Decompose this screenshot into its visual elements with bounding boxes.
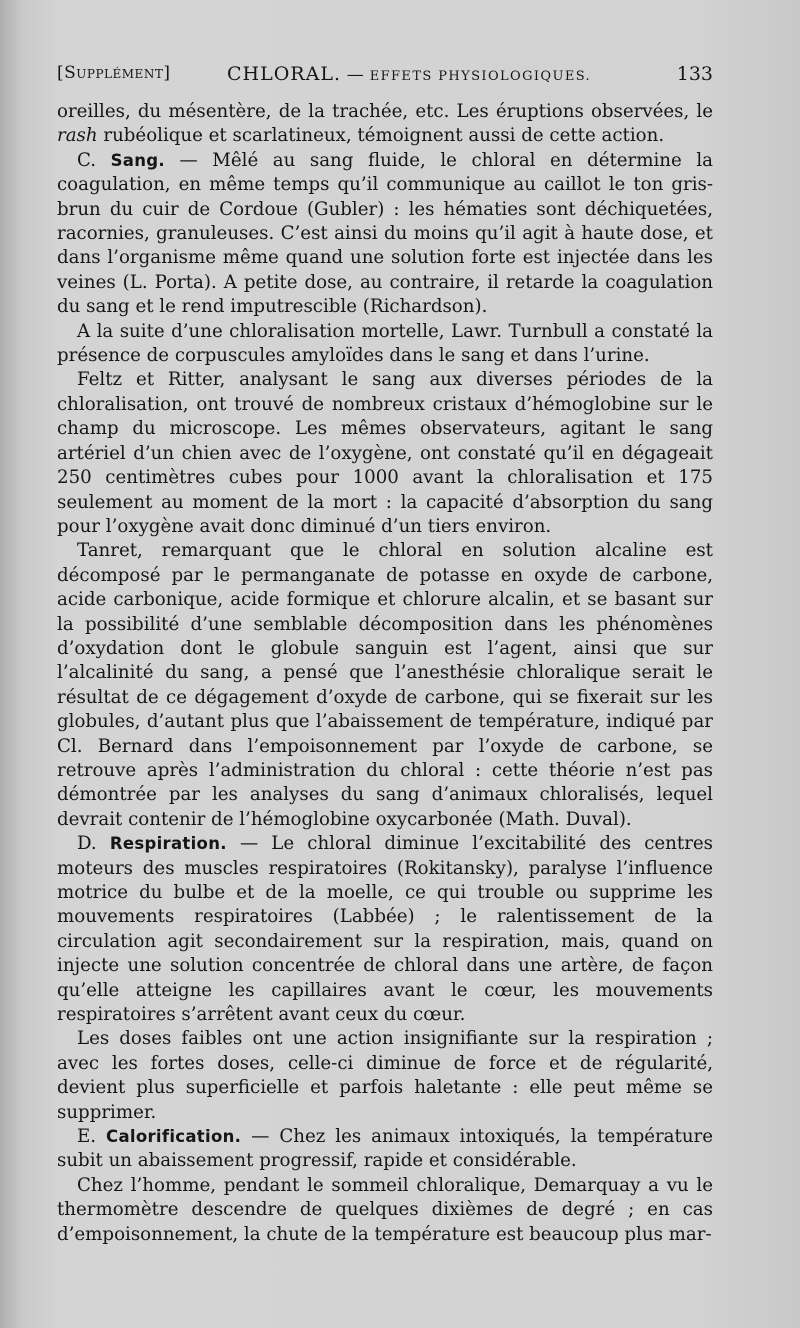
running-header-left: [Supplément]	[57, 63, 171, 83]
book-page	[57, 56, 713, 1247]
section-letter: E.	[77, 1126, 107, 1148]
section-title: Respiration.	[109, 834, 227, 854]
section-letter: C.	[77, 149, 111, 171]
section-letter: D.	[77, 833, 110, 855]
page-body	[57, 100, 713, 1247]
paragraph-text: — Mêlé au sang fluide, le chloral en détermine la coagulation, en même temps qu’il communique au caillot le ton gris-brun du cuir de Cordoue (Gubler) : les hématies sont déchiquetées, racornies, granuleuses. C’est ainsi du moins qu’il agit à haute dose, et dans l’organisme même quand une solution forte est injectée dans les veines (L. Porta). A petite dose, au contraire, il retarde la coagulation du sang et le rend imputrescible (Richardson).	[57, 149, 713, 318]
paragraph: A la suite d’une chloralisation mortelle, Lawr. Turnbull a constaté la présence de corpuscules amyloïdes dans le sang et dans l’urine.	[57, 320, 713, 367]
section-paragraph-sang	[57, 149, 713, 320]
paragraph: Les doses faibles ont une action insignifiante sur la respiration ; avec les fortes doses, celle-ci diminue de force et de régularité, devient plus superficielle et parfois haletante : elle peut même se supprimer.	[57, 1028, 713, 1123]
section-paragraph-respiration	[57, 832, 713, 1027]
running-header	[57, 56, 713, 100]
section-title: Sang.	[110, 150, 165, 170]
paragraph-text: oreilles, du mésentère, de la trachée, etc. Les éruptions observées, le	[57, 101, 713, 122]
paragraph: Feltz et Ritter, analysant le sang aux diverses périodes de la chloralisation, ont trouvé de nombreux cristaux d’hémoglobine sur le champ du microscope. Les mêmes observateurs, agitant le sang artériel d’un chien avec de l’oxygène, ont constaté qu’il en dégageait 250 centimètres cubes pour 1000 avant la chloralisation et 175 seulement au moment de la mort : la capacité d’absorption du sang pour l’oxygène avait donc diminué d’un tiers environ.	[57, 369, 713, 537]
running-title: CHLORAL.	[227, 63, 341, 85]
paragraph	[57, 100, 713, 149]
italic-term: rash	[57, 125, 98, 147]
paragraph-text: rubéolique et scarlatineux, témoignent aussi de cette action.	[97, 125, 665, 147]
paragraph: Chez l’homme, pendant le sommeil chloralique, Demarquay a vu le thermomètre descendre de quelques dixièmes de degré ; en cas d’empoisonnement, la chute de la température est beaucoup plus mar-	[57, 1174, 713, 1245]
page-number: 133	[676, 63, 713, 85]
paragraph-text: — Chez les animaux intoxiqués, la température subit un abaissement progressif, rapide et considérable.	[57, 1126, 713, 1172]
paragraph: Tanret, remarquant que le chloral en solution alcaline est décomposé par le permanganate de potasse en oxyde de carbone, acide carbonique, acide formique et chlorure alcalin, et se basant sur la possibilité d’une semblable décomposition dans les phénomènes d’oxydation dont le globule sanguin est l’agent, ainsi que sur l’alcalinité du sang, a pensé que l’anesthésie chloralique serait le résultat de ce dégagement d’oxyde de carbone, qui se fixerait sur les globules, d’autant plus que l’abaissement de température, indiqué par Cl. Bernard dans l’empoisonnement par l’oxyde de carbone, se retrouve après l’administration du chloral : cette théorie n’est pas démontrée par les analyses du sang d’animaux chloralisés, lequel devrait contenir de l’hémoglobine oxycarbonée (Math. Duval).	[57, 540, 713, 830]
section-paragraph-calorification	[57, 1125, 713, 1174]
running-header-title	[227, 63, 591, 85]
paragraph-text: — Le chloral diminue l’excitabilité des centres moteurs des muscles respiratoires (Rokitansky), paralyse l’influence motrice du bulbe et de la moelle, ce qui trouble ou supprime les mouvements respiratoires (Labbée) ; le ralentissement de la circulation agit secondairement sur la respiration, mais, quand on injecte une solution concentrée de chloral dans une artère, de façon qu’elle atteigne les capillaires avant le cœur, les mouvements respiratoires s’arrêtent avant ceux du cœur.	[57, 833, 713, 1026]
running-subtitle: EFFETS PHYSIOLOGIQUES.	[369, 69, 592, 84]
section-title: Calorification.	[106, 1127, 242, 1147]
running-dash: —	[340, 65, 370, 85]
